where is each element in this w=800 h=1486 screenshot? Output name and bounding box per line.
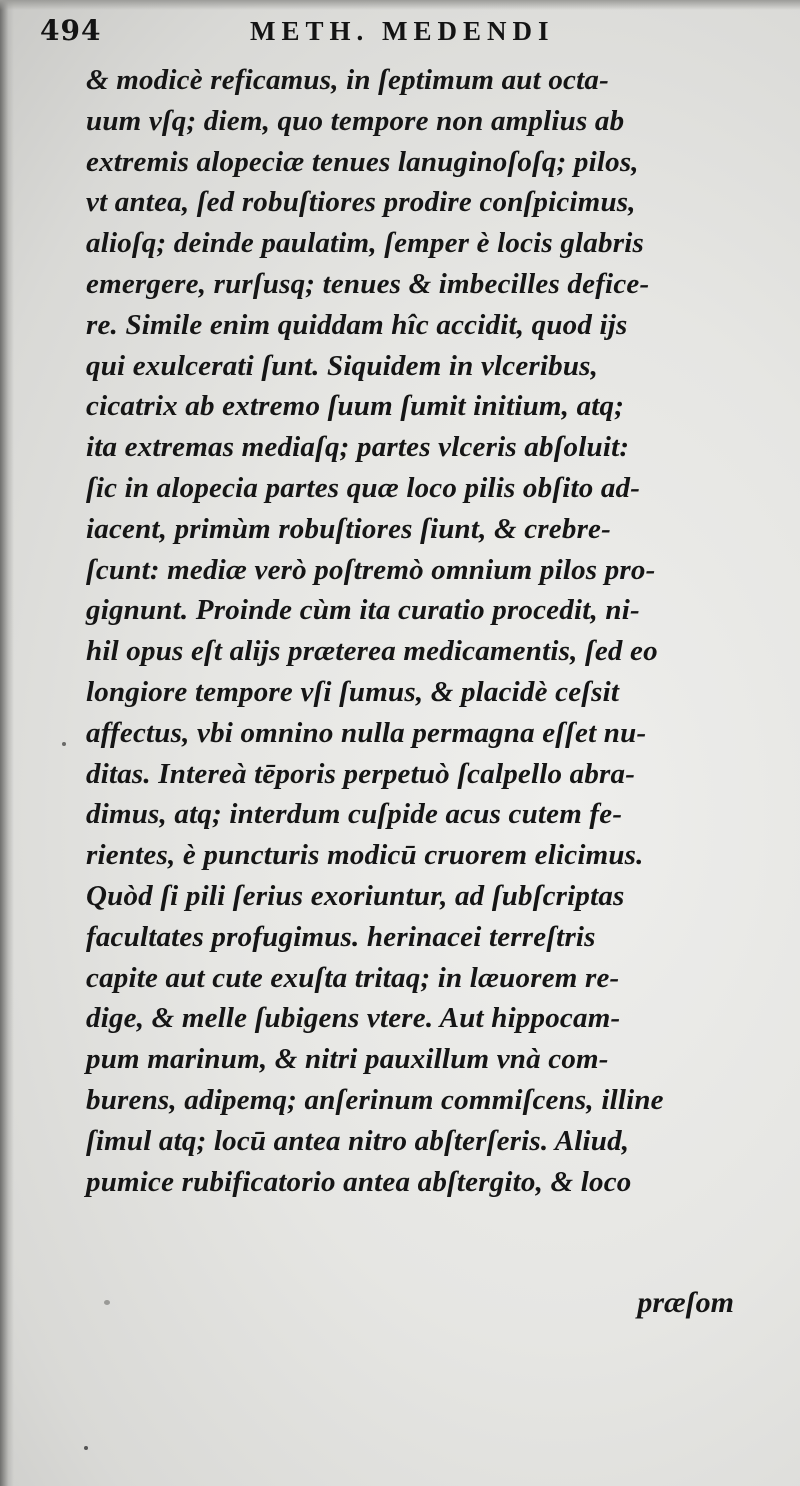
text-line: hil opus eſt alijs præterea medicamentis, ſed eo — [86, 635, 658, 668]
text-line: pum marinum, & nitri pauxillum vnà com- — [86, 1043, 609, 1076]
text-line: iacent, primùm robuſtiores ſiunt, & crebre- — [86, 512, 611, 545]
text-line: re. Simile enim quiddam hîc accidit, quod ijs — [86, 308, 628, 341]
text-line: ſimul atq; locū antea nitro abſterſeris. Aliud, — [86, 1124, 630, 1157]
top-edge-shadow — [0, 0, 800, 10]
text-line: burens, adipemq; anſerinum commiſcens, illine — [86, 1083, 664, 1116]
body-text — [86, 60, 746, 1202]
text-line: qui exulcerati ſunt. Siquidem in vlceribus, — [86, 349, 599, 382]
text-line: cicatrix ab extremo ſuum ſumit initium, atq; — [86, 390, 625, 423]
text-line: capite aut cute exuſta tritaq; in læuorem re- — [86, 961, 620, 994]
text-line: longiore tempore vſi ſumus, & placidè ceſsit — [86, 675, 620, 708]
catchword: præſom — [637, 1286, 734, 1319]
text-line: ita extremas mediaſq; partes vlceris abſoluit: — [86, 431, 630, 464]
text-line: gignunt. Proinde cùm ita curatio procedit, ni- — [86, 594, 640, 627]
paper-speck — [62, 742, 66, 746]
text-line: affectus, vbi omnino nulla permagna eſſet nu- — [86, 716, 647, 749]
text-line: uum vſq; diem, quo tempore non amplius ab — [86, 104, 625, 137]
text-line: ditas. Intereà tēporis perpetuò ſcalpello abra- — [86, 757, 636, 790]
text-line: alioſq; deinde paulatim, ſemper è locis glabris — [86, 227, 644, 260]
text-line: dige, & melle ſubigens vtere. Aut hippocam- — [86, 1002, 621, 1035]
text-line: pumice rubificatorio antea abſtergito, & loco — [86, 1165, 632, 1198]
text-line: dimus, atq; interdum cuſpide acus cutem fe- — [86, 798, 623, 831]
text-line: ſic in alopecia partes quæ loco pilis obſito ad- — [86, 471, 641, 504]
paper-speck — [104, 1300, 110, 1305]
page-number: 494 — [40, 14, 102, 47]
paper-speck — [84, 1446, 88, 1450]
text-line: emergere, rurſusq; tenues & imbecilles defice- — [86, 267, 650, 300]
gutter-shadow — [0, 0, 14, 1486]
text-line: extremis alopeciæ tenues lanuginoſoſq; pilos, — [86, 145, 639, 178]
text-line: rientes, è puncturis modicū cruorem elicimus. — [86, 839, 644, 872]
running-head: METH. MEDENDI — [250, 16, 555, 46]
page-header — [40, 14, 740, 54]
text-line: vt antea, ſed robuſtiores prodire conſpicimus, — [86, 186, 636, 219]
text-line: Quòd ſi pili ſerius exoriuntur, ad ſubſcriptas — [86, 879, 625, 912]
text-line: facultates profugimus. herinacei terreſtris — [86, 920, 596, 953]
text-line: & modicè reficamus, in ſeptimum aut octa- — [86, 64, 609, 96]
text-line: ſcunt: mediæ verò poſtremò omnium pilos pro- — [86, 553, 656, 586]
